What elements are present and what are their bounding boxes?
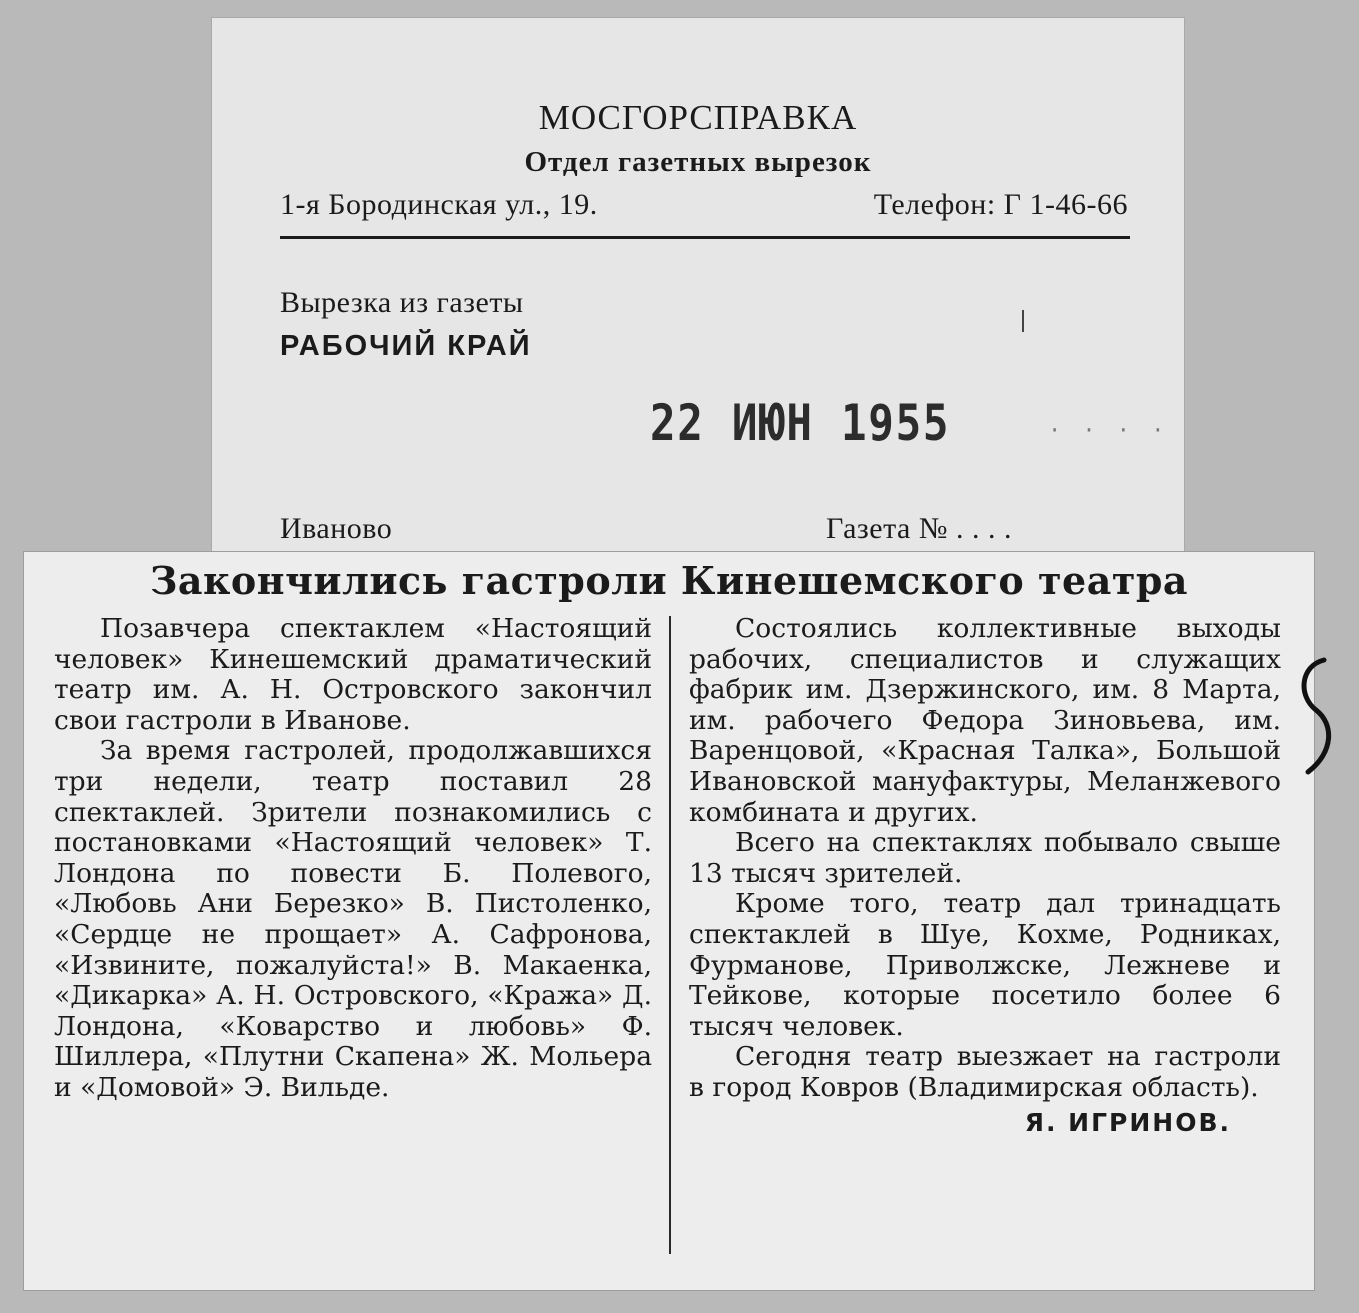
header-rule <box>280 236 1130 239</box>
agency-address: 1-я Бородинская ул., 19. <box>280 188 598 221</box>
paragraph: За время гастролей, продолжавшихся три недели, театр поставил 28 спектаклей. Зрители познакомились с постановками «Настоящий человек» Т. Лондона по повести Б. Полевого, «Любовь Ани Березко» В. Пистоленко, «Сердце не прощает» А. Сафронова, «Извините, пожалуйста!» В. Макаенка, «Дикарка» А. Н. Островского, «Кража» Д. Лондона, «Коварство и любовь» Ф. Шиллера, «Плутни Скапена» Ж. Мольера и «Домовой» Э. Вильде. <box>54 735 652 1103</box>
newspaper-clipping <box>24 552 1314 1290</box>
column-divider <box>669 616 671 1254</box>
handwritten-pencil-mark <box>1294 656 1342 778</box>
article-column-left <box>54 614 652 1104</box>
stamp-dotted-line: · · · · <box>1048 418 1169 443</box>
paragraph: Позавчера спектаклем «Настоящий человек» Кинешемский драматический театр им. А. Н. Островского закончил свои гастроли в Иванове. <box>54 613 652 736</box>
issue-number-label: Газета № . . . . <box>826 512 1012 545</box>
paragraph: Кроме того, театр дал тринадцать спектаклей в Шуе, Кохме, Родниках, Фурманове, Приволжске, Лежневе и Тейкове, которые посетило более 6 тысяч человек. <box>689 888 1281 1042</box>
newspaper-name: РАБОЧИЙ КРАЙ <box>280 330 532 362</box>
cut-from-label: Вырезка из газеты <box>280 286 524 319</box>
paragraph: Состоялись коллективные выходы рабочих, специалистов и служащих фабрик им. Дзержинского, им. 8 Марта, им. рабочего Федора Зиновьева, им. Варенцовой, «Красная Талка», Большой Ивановской мануфактуры, Меланжевого комбината и других. <box>689 613 1281 828</box>
clipping-service-slip <box>212 18 1184 578</box>
department-name: Отдел газетных вырезок <box>524 146 872 178</box>
city-name: Иваново <box>280 512 393 545</box>
paragraph: Всего на спектаклях побывало свыше 13 тысяч зрителей. <box>689 827 1281 889</box>
article-author: Я. ИГРИНОВ. <box>1024 1107 1231 1137</box>
date-stamp: 22 ИЮН 1955 <box>650 394 951 452</box>
agency-phone: Телефон: Г 1-46-66 <box>873 188 1128 221</box>
article-headline: Закончились гастроли Кинешемского театра <box>149 558 1189 603</box>
agency-name: МОСГОРСПРАВКА <box>538 98 858 137</box>
article-column-right <box>689 614 1281 1138</box>
pencil-tick-mark <box>1022 310 1024 332</box>
paragraph: Сегодня театр выезжает на гастроли в город Ковров (Владимирская область). <box>689 1041 1281 1103</box>
